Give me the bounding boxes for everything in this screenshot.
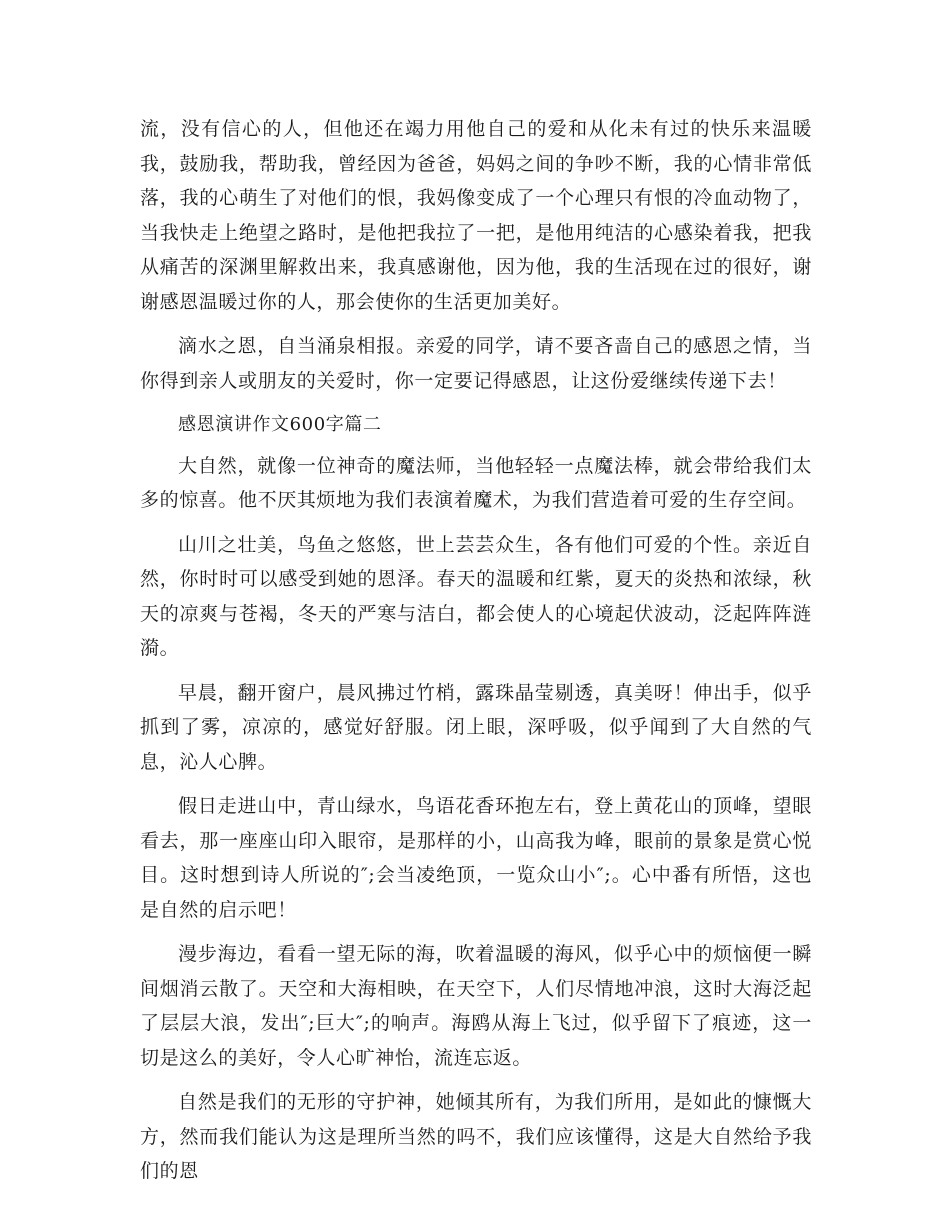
paragraph-mountains-rivers: 山川之壮美，鸟鱼之悠悠，世上芸芸众生，各有他们可爱的个性。亲近自然，你时时可以感受到她的恩泽。春天的温暖和红紫，夏天的炎热和浓绿，秋天的凉爽与苍褐，冬天的严寒与洁白，都会使人的心境起伏波动，泛起阵阵涟漪。 — [140, 533, 812, 659]
paragraph-continuation: 流，没有信心的人，但他还在竭力用他自己的爱和从化未有过的快乐来温暖我，鼓励我，帮助我，曾经因为爸爸，妈妈之间的争吵不断，我的心情非常低落，我的心萌生了对他们的恨，我妈像变成了一个心理只有恨的冷血动物了，当我快走上绝望之路时，是他把我拉了一把，是他用纯洁的心感染着我，把我从痛苦的深渊里解救出来，我真感谢他，因为他，我的生活现在过的很好，谢谢感恩温暖过你的人，那会使你的生活更加美好。 — [140, 118, 812, 313]
section-heading: 感恩演讲作文600字篇二 — [178, 414, 382, 435]
paragraph-gratitude-repay: 滴水之恩，自当涌泉相报。亲爱的同学，请不要吝啬自己的感恩之情，当你得到亲人或朋友的关爱时，你一定要记得感恩，让这份爱继续传递下去！ — [140, 335, 812, 392]
paragraph-holiday-mountain: 假日走进山中，青山绿水，鸟语花香环抱左右，登上黄花山的顶峰，望眼看去，那一座座山印入眼帘，是那样的小，山高我为峰，眼前的景象是赏心悦目。这时想到诗人所说的″;会当凌绝顶，一览众山小″;。心中番有所悟，这也是自然的启示吧！ — [140, 795, 812, 921]
paragraph-morning: 早晨，翻开窗户，晨风拂过竹梢，露珠晶莹剔透，真美呀！伸出手，似乎抓到了雾，凉凉的，感觉好舒服。闭上眼，深呼吸，似乎闻到了大自然的气息，沁人心脾。 — [140, 681, 812, 773]
paragraph-nature-magician: 大自然，就像一位神奇的魔法师，当他轻轻一点魔法棒，就会带给我们太多的惊喜。他不厌其烦地为我们表演着魔术，为我们营造着可爱的生存空间。 — [140, 454, 812, 511]
paragraph-seaside: 漫步海边，看看一望无际的海，吹着温暖的海风，似乎心中的烦恼便一瞬间烟消云散了。天空和大海相映，在天空下，人们尽情地冲浪，这时大海泛起了层层大浪，发出″;巨大″;的响声。海鸥从海上飞过，似乎留下了痕迹，这一切是这么的美好，令人心旷神怡，流连忘返。 — [140, 943, 812, 1069]
paragraph-guardian: 自然是我们的无形的守护神，她倾其所有，为我们所用，是如此的慷慨大方，然而我们能认为这是理所当然的吗不，我们应该懂得，这是大自然给予我们的恩 — [140, 1091, 812, 1182]
document-body — [140, 112, 812, 1199]
